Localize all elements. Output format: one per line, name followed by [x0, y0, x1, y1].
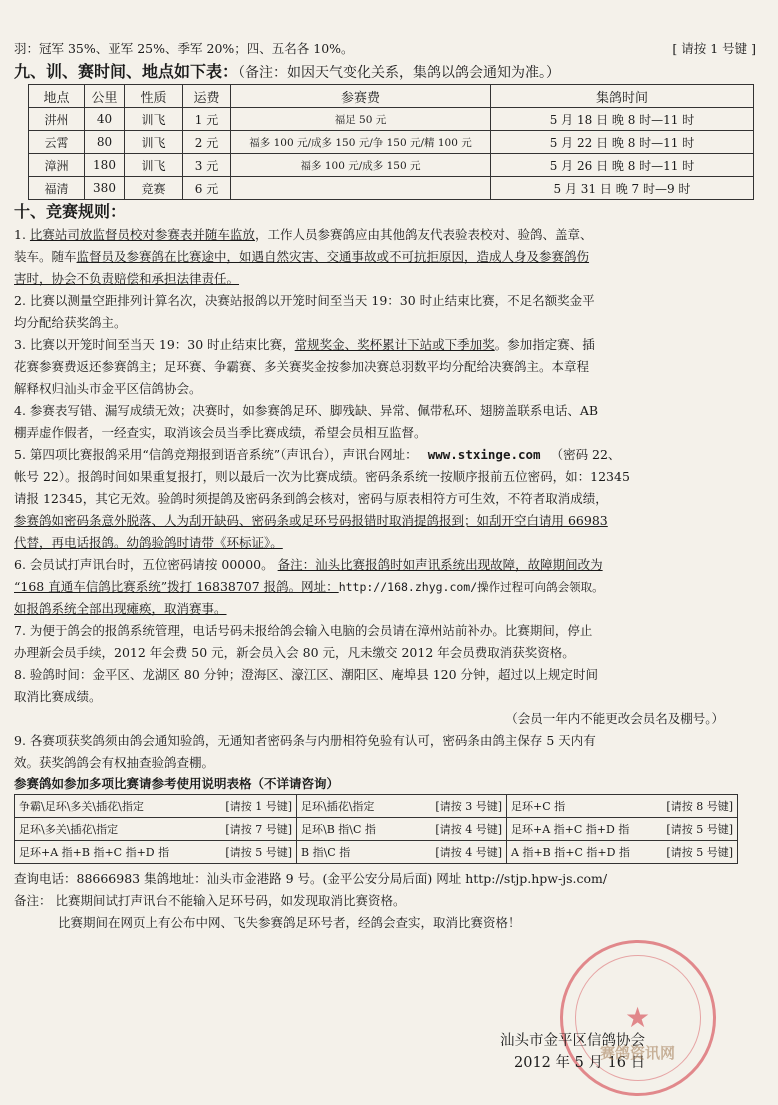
section-10-title: 十、竞赛规则： — [14, 202, 127, 221]
member-note: （会员一年内不能更改会员名及棚号。） — [505, 711, 724, 726]
cell-km: 80 — [85, 131, 125, 154]
rule-text: 帐号 22）。报鸽时间如果重复报打，则以最后一次为比赛成绩。密码条系统一按顺序报前五位密码，如：12345 — [14, 469, 630, 484]
ref-key: [请按 5 号键] — [666, 823, 733, 836]
cell-type: 竞赛 — [125, 177, 183, 200]
section-9-heading — [14, 60, 764, 84]
ref-label: 足环\多关\插花\指定 — [19, 823, 119, 836]
reference-table — [14, 794, 738, 864]
rule-text: 。参加指定赛、插 — [494, 337, 595, 352]
rule-text: 9. 各赛项获奖鸽须由鸽会通知验鸽，无通知者密码条与内册相符免验有认可，密码条由鸽主保存 5 天内有 — [14, 733, 596, 748]
ref-key: [请按 5 号键] — [225, 846, 292, 859]
rule-text: 5. 第四项比赛报鸽采用“信鸽竞翔报到语音系统”（声讯台），声讯台网址： — [14, 447, 418, 462]
rule-text: 8. 验鸽时间：金平区、龙湖区 80 分钟；澄海区、濠江区、潮阳区、庵埠县 120 分钟，超过以上规定时间 — [14, 667, 599, 682]
ref-cell — [15, 818, 297, 841]
ref-label: B 指\C 指 — [301, 846, 351, 859]
table-row — [29, 131, 754, 154]
disqualify-note: 比赛期间在网页上有公布中网、飞失参赛鸽足环号者，经鸽会查实，取消比赛资格！ — [58, 915, 521, 930]
rule-text: 2. 比赛以测量空距排列计算名次，决赛站报鸽以开笼时间至当天 19：30 时止结束比赛，不足名额奖金平 — [14, 293, 595, 308]
rule-9 — [14, 730, 764, 774]
schedule-header-row — [29, 85, 754, 108]
signature-org: 汕头市金平区信鸽协会 — [500, 1033, 645, 1049]
header-cell: 地点 — [29, 85, 85, 108]
prize-line — [14, 38, 764, 60]
rule-text: 解释权归汕头市金平区信鸽协会。 — [14, 381, 202, 396]
cell-freight: 3 元 — [183, 154, 231, 177]
rule-text: 效。获奖鸽鸽会有权抽查验鸽查棚。 — [14, 755, 215, 770]
rule-text: 请报 12345，其它无效。验鸽时须提鸽及密码条到鸽会核对，密码与原表相符方可生效，不符者取消成绩， — [14, 491, 608, 506]
header-cell: 公里 — [85, 85, 125, 108]
rule-text: 3. 比赛以开笼时间至当天 19：30 时止结束比赛， — [14, 337, 295, 352]
schedule-table — [28, 84, 754, 200]
cell-time: 5 月 18 日 晚 8 时—11 时 — [491, 108, 754, 131]
rule-text: 装车。随车 — [14, 249, 77, 264]
rule-2 — [14, 290, 764, 334]
site-watermark: 赛鸽资讯网 — [600, 1044, 676, 1062]
rule-text: 6. 会员试打声讯台时，五位密码请按 00000。 — [14, 557, 274, 572]
rule-text: 取消比赛成绩。 — [14, 689, 102, 704]
cell-place: 汫州 — [29, 108, 85, 131]
cell-freight: 2 元 — [183, 131, 231, 154]
table-row — [29, 177, 754, 200]
rule-7 — [14, 620, 764, 664]
cell-place: 漳洲 — [29, 154, 85, 177]
rule-text: 棚弄虚作假者，一经查实，取消该会员当季比赛成绩，希望会员相互监督。 — [14, 425, 427, 440]
table-row — [29, 154, 754, 177]
header-cell: 性质 — [125, 85, 183, 108]
star-icon: ★ — [625, 1001, 651, 1034]
ref-cell — [507, 841, 738, 864]
cell-fee: 福多 100 元/成多 150 元/争 150 元/精 100 元 — [231, 131, 491, 154]
rule-8 — [14, 664, 764, 730]
ref-cell — [507, 818, 738, 841]
table-row — [15, 818, 738, 841]
table-row — [15, 795, 738, 818]
rule-text: 办理新会员手续，2012 年会费 50 元，新会员入会 80 元，凡未缴交 2012 年会员费取消获奖资格。 — [14, 645, 575, 660]
cell-freight: 1 元 — [183, 108, 231, 131]
cell-km: 40 — [85, 108, 125, 131]
rule-text-underlined: 常规奖金、奖杯累计下站或下季加奖 — [294, 337, 495, 352]
cell-time: 5 月 31 日 晚 7 时—9 时 — [491, 177, 754, 200]
rule-5 — [14, 444, 764, 554]
ref-label: 足环+C 指 — [511, 800, 566, 813]
rule-text-url[interactable]: http://168.zhyg.com/操作过程可向鸽会领取。 — [338, 580, 604, 594]
section-9-remark: （备注：如因天气变化关系，集鸽以鸽会通知为准。） — [238, 65, 561, 81]
ref-label: 足环+A 指+B 指+C 指+D 指 — [19, 846, 170, 859]
rule-text: 均分配给获奖鸽主。 — [14, 315, 127, 330]
rule-text: 4. 参赛表写错、漏写成绩无效；决赛时，如参赛鸽足环、脚残缺、异常、佩带私环、翅膀盖联系电话、AB — [14, 403, 599, 418]
rule-text-underlined: 备注：汕头比赛报鸽时如声讯系统出现故障，故障期间改为 — [277, 557, 603, 572]
ref-label: 足环+A 指+C 指+D 指 — [511, 823, 630, 836]
cell-fee: 福多 100 元/成多 150 元 — [231, 154, 491, 177]
ref-key: [请按 4 号键] — [435, 846, 502, 859]
rule-text: ，工作人员参赛鸽应由其他鸽友代表验表校对、验鸽、盖章、 — [254, 227, 593, 242]
rule-4 — [14, 400, 764, 444]
cell-type: 训飞 — [125, 131, 183, 154]
rule-text-underlined: 害时，协会不负责赔偿和承担法律责任。 — [14, 271, 240, 286]
table-row — [29, 108, 754, 131]
ref-label: 争霸\足环\多关\插花\指定 — [19, 800, 144, 813]
header-cell: 集鸽时间 — [491, 85, 754, 108]
rule-text-underlined: 代替，再电话报鸽。幼鸽验鸽时请带《环标证》。 — [14, 535, 283, 550]
ref-cell — [15, 841, 297, 864]
table-row — [15, 841, 738, 864]
rule-text-underlined: 监督员及参赛鸽在比赛途中，如遇自然灾害、交通事故或不可抗拒原因，造成人身及参赛鸽伤 — [76, 249, 590, 264]
cell-freight: 6 元 — [183, 177, 231, 200]
rule-text: 7. 为便于鸽会的报鸽系统管理，电话号码未报给鸽会输入电脑的会员请在漳州站前补办。比赛期间，停止 — [14, 623, 593, 638]
header-cell: 参赛费 — [231, 85, 491, 108]
ref-cell — [15, 795, 297, 818]
ref-cell — [297, 818, 507, 841]
cell-km: 180 — [85, 154, 125, 177]
cell-place: 福清 — [29, 177, 85, 200]
document-page — [14, 38, 764, 934]
ref-label: A 指+B 指+C 指+D 指 — [511, 846, 630, 859]
remark-line: 备注： 比赛期间试打声讯台不能输入足环号码，如发现取消比赛资格。 — [14, 893, 406, 908]
contact-info: 查询电话：88666983 集鸽地址：汕头市金港路 9 号。(金平公安分局后面) 网址 http://stjp.hpw-js.com/ — [14, 871, 608, 886]
header-cell: 运费 — [183, 85, 231, 108]
signature-date: 2012 年 5 月 16 日 — [514, 1055, 646, 1071]
reference-title: 参赛鸽如参加多项比赛请参考使用说明表格（不详请咨询） — [14, 776, 340, 791]
rule-text: 花赛参赛费返还参赛鸽主；足环赛、争霸赛、多关赛奖金按参加决赛总羽数平均分配给决赛鸽主。本章程 — [14, 359, 590, 374]
ref-cell — [297, 841, 507, 864]
ref-key: [请按 3 号键] — [435, 800, 502, 813]
section-9-title: 九、训、赛时间、地点如下表： — [14, 62, 239, 81]
cell-type: 训飞 — [125, 154, 183, 177]
rule-text-underlined: “168 直通车信鸽比赛系统”拨打 16838707 报鸽。网址： — [14, 579, 339, 594]
ref-label: 足环\B 指\C 指 — [301, 823, 376, 836]
rule-text-underlined: 参赛鸽如密码条意外脱落、人为刮开缺码、密码条或足环号码报错时取消提鸽报到；如刮开空白请用 66983 — [14, 513, 608, 528]
ref-cell — [297, 795, 507, 818]
ref-key: [请按 8 号键] — [666, 800, 733, 813]
cell-place: 云霄 — [29, 131, 85, 154]
key-note: [ 请按 1 号键 ] — [672, 41, 756, 56]
rule-number: 1. — [14, 227, 26, 242]
rule-6 — [14, 554, 764, 620]
rule-text-underlined: 比赛站司放监督员校对参赛表并随车监放 — [29, 227, 255, 242]
cell-time: 5 月 26 日 晚 8 时—11 时 — [491, 154, 754, 177]
voice-site-url[interactable]: www.stxinge.com — [427, 447, 541, 462]
ref-key: [请按 4 号键] — [435, 823, 502, 836]
ref-label: 足环\插花\指定 — [301, 800, 375, 813]
cell-time: 5 月 22 日 晚 8 时—11 时 — [491, 131, 754, 154]
rule-3 — [14, 334, 764, 400]
rule-text: （密码 22、 — [550, 447, 621, 462]
rule-text-underlined: 如报鸽系统全部出现瘫痪，取消赛事。 — [14, 601, 227, 616]
cell-type: 训飞 — [125, 108, 183, 131]
ref-key: [请按 7 号键] — [225, 823, 292, 836]
ref-cell — [507, 795, 738, 818]
cell-fee: 福足 50 元 — [231, 108, 491, 131]
cell-km: 380 — [85, 177, 125, 200]
ref-key: [请按 5 号键] — [666, 846, 733, 859]
rule-1 — [14, 224, 764, 290]
cell-fee — [231, 177, 491, 200]
ref-key: [请按 1 号键] — [225, 800, 292, 813]
prize-text: 羽：冠军 35%、亚军 25%、季军 20%；四、五名各 10%。 — [14, 41, 354, 56]
